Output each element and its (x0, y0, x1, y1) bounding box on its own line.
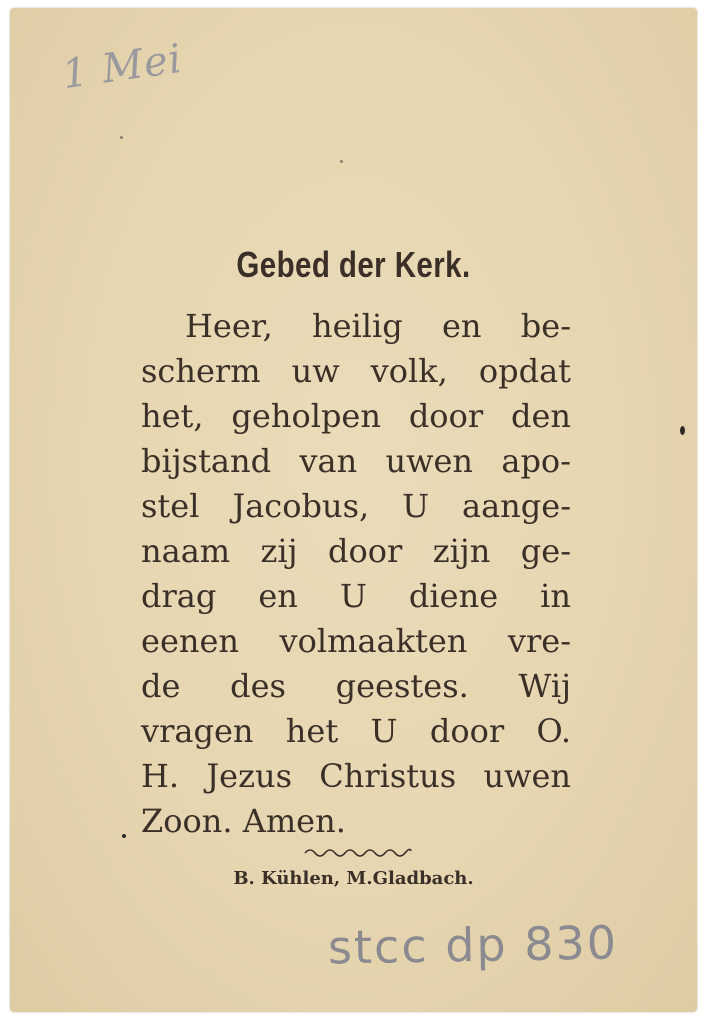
prayer-line: het, geholpen door den (141, 397, 571, 435)
prayer-line: naam zij door zijn ge- (141, 532, 571, 570)
prayer-line: Zoon. Amen. (141, 802, 346, 840)
prayer-line: drag en U diene in (141, 577, 571, 615)
prayer-line: vragen het U door O. (141, 712, 571, 750)
ink-speck (340, 160, 343, 163)
prayer-card (10, 8, 697, 1012)
prayer-line: stel Jacobus, U aange- (141, 487, 571, 525)
prayer-text (141, 304, 571, 844)
ink-speck (122, 834, 126, 838)
prayer-line: de des geestes. Wij (141, 667, 571, 705)
publisher-imprint: B. Kühlen, M.Gladbach. (233, 868, 474, 889)
pencil-shelfmark: stcc dp 830 (327, 915, 619, 975)
handwritten-date: 1 Mei (59, 35, 186, 99)
prayer-line: bijstand van uwen apo- (141, 442, 571, 480)
wavy-ornament (303, 844, 413, 858)
prayer-line: Heer, heilig en be- (185, 307, 571, 345)
prayer-line: eenen volmaakten vre- (141, 622, 571, 660)
prayer-line: H. Jezus Christus uwen (141, 757, 571, 795)
prayer-line: scherm uw volk, opdat (141, 352, 571, 390)
prayer-title: Gebed der Kerk. (236, 244, 471, 285)
ink-speck (120, 136, 123, 139)
ink-speck (680, 426, 685, 435)
